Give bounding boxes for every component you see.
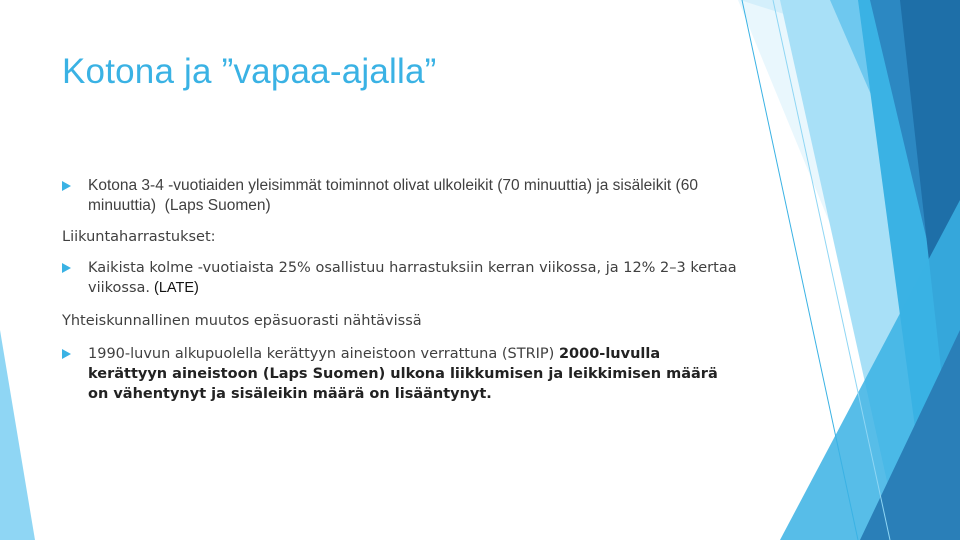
bullet-text-bold: 2000-luvulla kerättyyn aineistoon (Laps Suomen) ulkona liikkumisen ja leikkimisen määrä on vähentynyt ja sisäleikin määrä on lisääntynyt. bbox=[88, 346, 718, 402]
section-heading-societal-change bbox=[62, 311, 742, 331]
bullet-arrow-icon bbox=[62, 263, 71, 273]
bullet-item-home-activities bbox=[62, 176, 742, 216]
slide-body bbox=[62, 176, 742, 404]
bullet-item-comparison bbox=[62, 344, 742, 404]
bullet-text: Kaikista kolme -vuotiaista 25% osallistuu harrastuksiin kerran viikossa, ja 12% 2–3 kertaa viikossa. bbox=[88, 260, 737, 296]
heading-text: Liikuntaharrastukset: bbox=[62, 229, 216, 245]
bullet-text: Kotona 3-4 -vuotiaiden yleisimmät toiminnot olivat ulkoleikit (70 minuuttia) ja sisäleikit (60 minuuttia) (Laps Suomen) bbox=[88, 177, 698, 214]
bullet-arrow-icon bbox=[62, 181, 71, 191]
heading-text: Yhteiskunnallinen muutos epäsuorasti nähtävissä bbox=[62, 313, 422, 329]
slide-title: Kotona ja ”vapaa-ajalla” bbox=[62, 52, 437, 91]
bullet-item-hobbies bbox=[62, 258, 742, 298]
bullet-arrow-icon bbox=[62, 349, 71, 359]
bullet-text: 1990-luvun alkupuolella kerättyyn aineistoon verrattuna (STRIP) bbox=[88, 346, 559, 362]
reference-late: (LATE) bbox=[150, 280, 199, 296]
section-heading-hobbies bbox=[62, 227, 742, 247]
